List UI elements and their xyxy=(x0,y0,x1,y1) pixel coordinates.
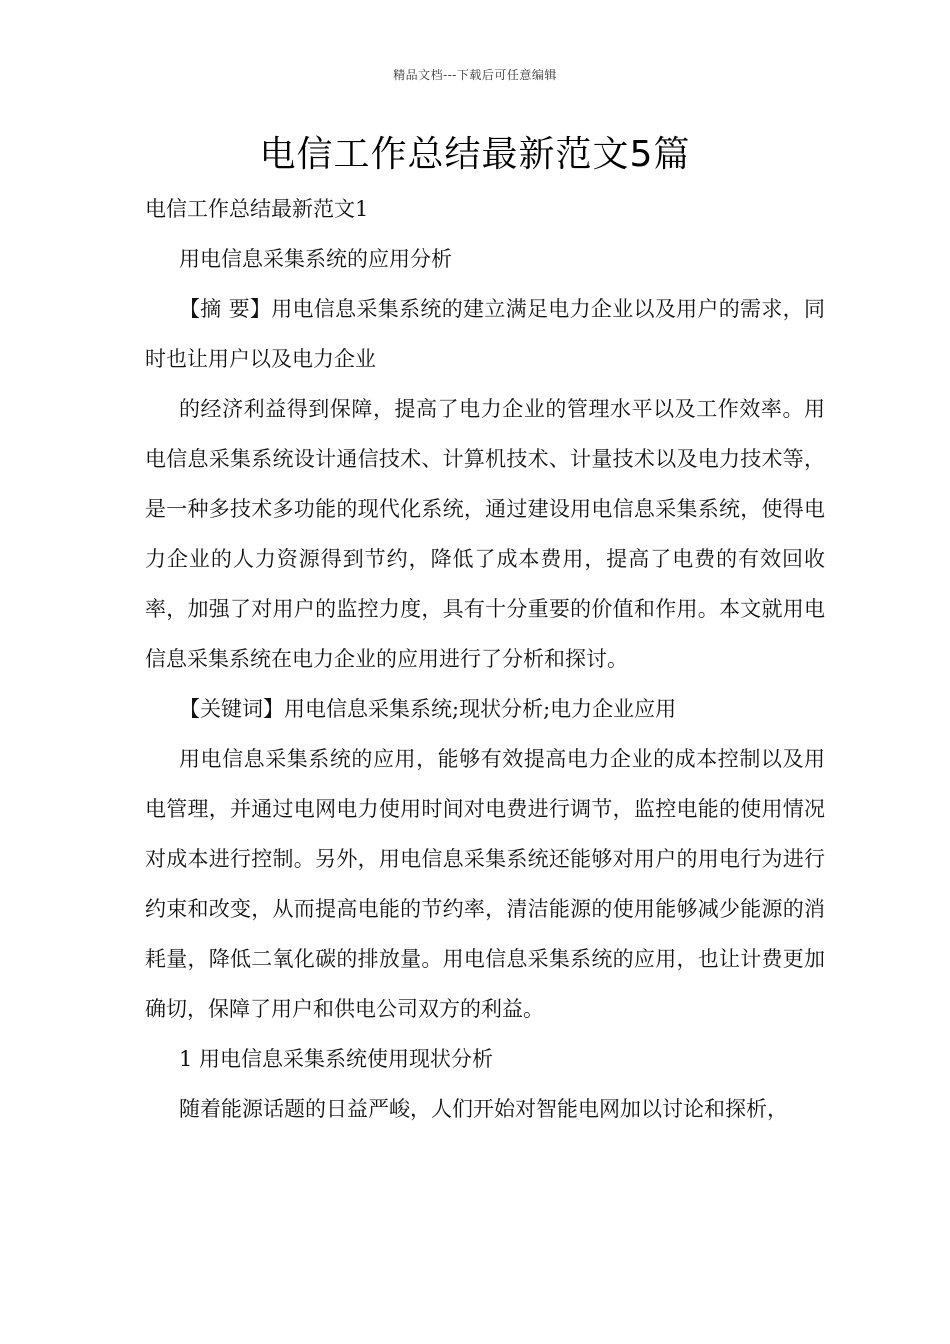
keywords-paragraph: 【关键词】用电信息采集系统;现状分析;电力企业应用 xyxy=(179,697,677,721)
document-subtitle: 电信工作总结最新范文1 xyxy=(145,197,369,221)
article-title: 用电信息采集系统的应用分析 xyxy=(179,247,452,271)
intro-paragraph: 用电信息采集系统的应用，能够有效提高电力企业的成本控制以及用电管理，并通过电网电力使用时间对电费进行调节，监控电能的使用情况对成本进行控制。另外，用电信息采集系统还能够对用户的用电行为进行约束和改变，从而提高电能的节约率，清洁能源的使用能够减少能源的消耗量，降低二氧化碳的排放量。用电信息采集系统的应用，也让计费更加确切，保障了用户和供电公司双方的利益。 xyxy=(145,747,825,1021)
section-paragraph: 随着能源话题的日益严峻，人们开始对智能电网加以讨论和探析， xyxy=(179,1097,788,1121)
document-title: 电信工作总结最新范文5篇 xyxy=(259,134,691,175)
document-body xyxy=(145,184,825,1134)
abstract-paragraph: 【摘 要】用电信息采集系统的建立满足电力企业以及用户的需求，同时也让用户以及电力企业 xyxy=(145,297,825,371)
header-note: 精品文档---下载后可任意编辑 xyxy=(393,68,557,82)
section-heading: 1 用电信息采集系统使用现状分析 xyxy=(179,1047,494,1071)
abstract-continuation: 的经济利益得到保障，提高了电力企业的管理水平以及工作效率。用电信息采集系统设计通信技术、计算机技术、计量技术以及电力技术等，是一种多技术多功能的现代化系统，通过建设用电信息采集系统，使得电力企业的人力资源得到节约，降低了成本费用，提高了电费的有效回收率，加强了对用户的监控力度，具有十分重要的价值和作用。本文就用电信息采集系统在电力企业的应用进行了分析和探讨。 xyxy=(145,397,825,671)
